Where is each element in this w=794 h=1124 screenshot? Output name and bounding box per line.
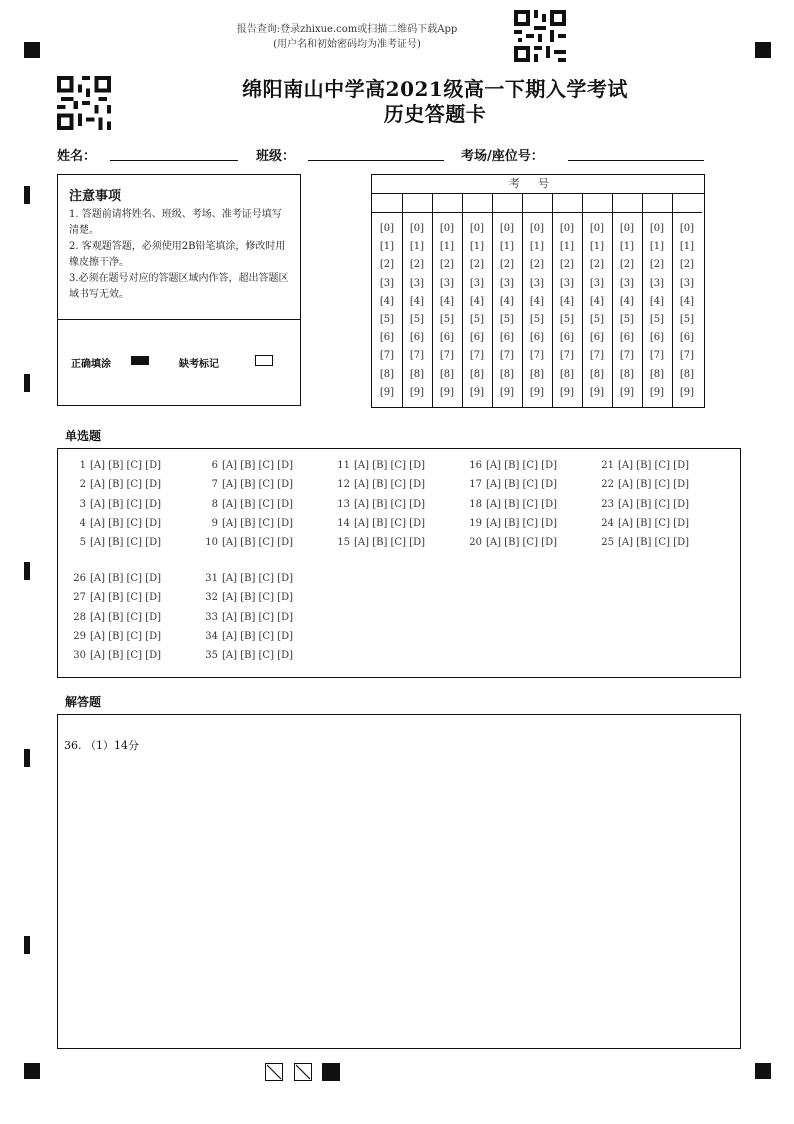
exam-digit-bubble[interactable]: [7]: [499, 350, 515, 362]
exam-digit-bubble[interactable]: [8]: [409, 368, 425, 380]
question-number: 22: [601, 479, 614, 491]
question-number: 15: [337, 537, 350, 549]
exam-digit-bubble[interactable]: [0]: [469, 223, 485, 234]
exam-digit-bubble[interactable]: [9]: [469, 386, 485, 398]
exam-digit-bubble[interactable]: [3]: [379, 277, 395, 289]
answer-bubbles[interactable]: [A] [B] [C] [D]: [222, 537, 293, 549]
exam-digit-bubble[interactable]: [5]: [409, 314, 425, 325]
exam-digit-bubble[interactable]: [3]: [499, 277, 515, 289]
exam-digit-bubble[interactable]: [3]: [439, 277, 455, 289]
notice-item: 1. 答题前请将姓名、班级、考场、准考证号填写清楚。: [69, 209, 282, 236]
exam-digit-bubble[interactable]: [1]: [649, 241, 665, 253]
exam-digit-bubble[interactable]: [5]: [379, 314, 395, 325]
exam-digit-bubble[interactable]: [6]: [469, 332, 485, 344]
page-mark-filled: [322, 1063, 340, 1081]
question-number: 18: [469, 498, 482, 510]
question-number: 17: [469, 479, 482, 491]
exam-digit-bubble[interactable]: [6]: [499, 332, 515, 344]
question-number: 30: [73, 650, 86, 662]
single-choice-area: [57, 448, 741, 678]
question-10: [202, 533, 293, 552]
exam-digit-bubble[interactable]: [2]: [559, 259, 575, 271]
exam-digit-bubble[interactable]: [6]: [379, 332, 395, 344]
answer-bubbles[interactable]: [A] [B] [C] [D]: [90, 592, 161, 604]
exam-digit-bubble[interactable]: [3]: [559, 277, 575, 289]
question-number: 24: [601, 517, 614, 529]
exam-digit-bubble[interactable]: [3]: [679, 277, 695, 289]
exam-number-column: [522, 194, 553, 407]
exam-digit-bubble[interactable]: [4]: [589, 295, 605, 307]
question-number: 31: [205, 573, 218, 584]
timing-mark: [24, 562, 30, 580]
exam-digit-bubble[interactable]: [8]: [589, 368, 605, 380]
answer-bubbles[interactable]: [A] [B] [C] [D]: [354, 460, 425, 471]
corner-mark-bottom-right: [755, 1063, 771, 1079]
exam-digit-bubble[interactable]: [6]: [679, 332, 695, 344]
exam-number-write-box[interactable]: [462, 194, 492, 213]
question-number: 23: [601, 498, 614, 510]
legend-filled-label: 正确填涂: [71, 359, 111, 370]
exam-digit-bubble[interactable]: [5]: [499, 314, 515, 325]
exam-digit-bubble[interactable]: [2]: [439, 259, 455, 271]
single-choice-label: 单选题: [65, 429, 102, 443]
question-34: [202, 627, 293, 646]
exam-digit-bubble[interactable]: [1]: [439, 241, 455, 253]
answer-bubbles[interactable]: [A] [B] [C] [D]: [222, 611, 293, 623]
exam-number-write-box[interactable]: [372, 194, 402, 213]
exam-digit-bubble[interactable]: [2]: [379, 259, 395, 271]
answer-bubbles[interactable]: [A] [B] [C] [D]: [222, 498, 293, 510]
exam-digit-bubble[interactable]: [9]: [409, 386, 425, 398]
short-answer-label: 解答题: [65, 695, 102, 709]
corner-mark-top-left: [24, 42, 40, 58]
exam-number-column: [402, 194, 433, 407]
exam-digit-bubble[interactable]: [9]: [559, 386, 575, 398]
exam-digit-bubble[interactable]: [9]: [649, 386, 665, 398]
exam-number-column: [552, 194, 583, 407]
exam-digit-bubble[interactable]: [8]: [499, 368, 515, 380]
exam-digit-bubble[interactable]: [3]: [649, 277, 665, 289]
question-29: [70, 627, 161, 646]
exam-digit-bubble[interactable]: [0]: [379, 223, 395, 234]
exam-digit-bubble[interactable]: [5]: [439, 314, 455, 325]
question-16: [466, 456, 557, 475]
answer-bubbles[interactable]: [A] [B] [C] [D]: [90, 573, 161, 584]
question-9: [202, 514, 293, 533]
question-28: [70, 608, 161, 627]
answer-bubbles[interactable]: [A] [B] [C] [D]: [222, 460, 293, 471]
question-number: 16: [469, 460, 482, 471]
exam-digit-bubble[interactable]: [9]: [379, 386, 395, 398]
exam-digit-bubble[interactable]: [8]: [439, 368, 455, 380]
exam-digit-bubble[interactable]: [7]: [649, 350, 665, 362]
exam-digit-bubble[interactable]: [1]: [589, 241, 605, 253]
question-number: 1: [79, 460, 86, 471]
question-5: [70, 533, 161, 552]
question-17: [466, 475, 557, 494]
legend-filled-swatch: [131, 356, 149, 365]
exam-digit-bubble[interactable]: [7]: [589, 350, 605, 362]
exam-number-write-box[interactable]: [492, 194, 522, 213]
answer-bubbles[interactable]: [A] [B] [C] [D]: [486, 498, 557, 510]
page-mark-slashed: [294, 1063, 312, 1081]
corner-mark-bottom-left: [24, 1063, 40, 1079]
question-number: 5: [79, 537, 86, 549]
exam-digit-bubble[interactable]: [3]: [469, 277, 485, 289]
exam-digit-bubble[interactable]: [0]: [409, 223, 425, 234]
exam-digit-bubble[interactable]: [1]: [499, 241, 515, 253]
exam-digit-bubble[interactable]: [8]: [529, 368, 545, 380]
exam-digit-bubble[interactable]: [1]: [529, 241, 545, 253]
exam-digit-bubble[interactable]: [4]: [499, 295, 515, 307]
card-title: 历史答题卡: [383, 102, 487, 126]
question-number: 9: [211, 517, 218, 529]
question-24: [598, 514, 689, 533]
question-number: 26: [73, 573, 86, 584]
exam-digit-bubble[interactable]: [7]: [379, 350, 395, 362]
notice-item: 2. 客观题答题，必须使用2B铅笔填涂，修改时用橡皮擦干净。: [69, 241, 286, 268]
exam-number-column: [672, 194, 702, 407]
exam-digit-bubble[interactable]: [1]: [679, 241, 695, 253]
answer-bubbles[interactable]: [A] [B] [C] [D]: [90, 611, 161, 623]
exam-digit-bubble[interactable]: [8]: [379, 368, 395, 380]
exam-digit-bubble[interactable]: [8]: [559, 368, 575, 380]
exam-digit-bubble[interactable]: [2]: [679, 259, 695, 271]
exam-digit-bubble[interactable]: [5]: [679, 314, 695, 325]
exam-digit-bubble[interactable]: [4]: [439, 295, 455, 307]
answer-bubbles[interactable]: [A] [B] [C] [D]: [90, 460, 161, 471]
exam-digit-bubble[interactable]: [2]: [469, 259, 485, 271]
exam-digit-bubble[interactable]: [1]: [469, 241, 485, 253]
exam-digit-bubble[interactable]: [1]: [409, 241, 425, 253]
question-30: [70, 646, 161, 665]
question-number: 19: [469, 517, 482, 529]
question-number: 34: [205, 630, 218, 642]
notice-list: [69, 207, 291, 303]
exam-digit-bubble[interactable]: [6]: [559, 332, 575, 344]
answer-bubbles[interactable]: [A] [B] [C] [D]: [222, 592, 293, 604]
answer-bubbles[interactable]: [A] [B] [C] [D]: [90, 498, 161, 510]
exam-number-column: [372, 194, 403, 407]
exam-digit-bubble[interactable]: [1]: [619, 241, 635, 253]
exam-digit-bubble[interactable]: [3]: [589, 277, 605, 289]
answer-bubbles[interactable]: [A] [B] [C] [D]: [222, 650, 293, 662]
question-number: 3: [79, 498, 86, 510]
exam-digit-bubble[interactable]: [2]: [529, 259, 545, 271]
question-number: 6: [211, 460, 218, 471]
exam-digit-bubble[interactable]: [6]: [409, 332, 425, 344]
question-number: 25: [601, 537, 614, 549]
exam-digit-bubble[interactable]: [6]: [589, 332, 605, 344]
exam-digit-bubble[interactable]: [1]: [379, 241, 395, 253]
exam-digit-bubble[interactable]: [4]: [649, 295, 665, 307]
exam-number-column: [642, 194, 673, 407]
question-22: [598, 475, 689, 494]
exam-digit-bubble[interactable]: [2]: [649, 259, 665, 271]
exam-digit-bubble[interactable]: [0]: [439, 223, 455, 234]
exam-digit-bubble[interactable]: [9]: [679, 386, 695, 398]
notice-box: [57, 174, 301, 406]
exam-digit-bubble[interactable]: [6]: [529, 332, 545, 344]
exam-digit-bubble[interactable]: [7]: [469, 350, 485, 362]
notice-item: 3.必须在题号对应的答题区域内作答，超出答题区域书写无效。: [69, 273, 289, 300]
answer-area-36[interactable]: [57, 714, 741, 1049]
exam-digit-bubble[interactable]: [9]: [499, 386, 515, 398]
exam-number-write-box[interactable]: [642, 194, 672, 213]
question-number: 12: [337, 479, 350, 491]
notice-divider: [58, 319, 300, 320]
page-mark-slashed: [265, 1063, 283, 1081]
exam-digit-bubble[interactable]: [5]: [589, 314, 605, 325]
answer-bubbles[interactable]: [A] [B] [C] [D]: [222, 630, 293, 642]
exam-digit-bubble[interactable]: [9]: [529, 386, 545, 398]
answer-bubbles[interactable]: [A] [B] [C] [D]: [354, 517, 425, 529]
timing-mark: [24, 749, 30, 767]
answer-bubbles[interactable]: [A] [B] [C] [D]: [618, 460, 689, 471]
answer-bubbles[interactable]: [A] [B] [C] [D]: [618, 479, 689, 491]
question-31: [202, 569, 293, 588]
answer-bubbles[interactable]: [A] [B] [C] [D]: [222, 479, 293, 491]
exam-number-write-box[interactable]: [612, 194, 642, 213]
exam-digit-bubble[interactable]: [9]: [439, 386, 455, 398]
exam-digit-bubble[interactable]: [4]: [529, 295, 545, 307]
question-11: [334, 456, 425, 475]
answer-bubbles[interactable]: [A] [B] [C] [D]: [90, 630, 161, 642]
question-36-label: 36. （1）14分: [64, 739, 139, 752]
answer-bubbles[interactable]: [A] [B] [C] [D]: [222, 517, 293, 529]
name-field[interactable]: [110, 160, 238, 161]
answer-bubbles[interactable]: [A] [B] [C] [D]: [90, 537, 161, 549]
question-33: [202, 608, 293, 627]
question-3: [70, 495, 161, 514]
exam-digit-bubble[interactable]: [5]: [529, 314, 545, 325]
question-18: [466, 495, 557, 514]
question-number: 32: [205, 592, 218, 604]
question-19: [466, 514, 557, 533]
answer-bubbles[interactable]: [A] [B] [C] [D]: [486, 517, 557, 529]
exam-digit-bubble[interactable]: [2]: [589, 259, 605, 271]
exam-number-column: [582, 194, 613, 407]
notice-title: 注意事项: [69, 189, 122, 204]
question-26: [70, 569, 161, 588]
answer-bubbles[interactable]: [A] [B] [C] [D]: [486, 460, 557, 471]
exam-digit-bubble[interactable]: [5]: [619, 314, 635, 325]
question-2: [70, 475, 161, 494]
question-number: 2: [79, 479, 86, 491]
seat-field[interactable]: [568, 160, 704, 161]
exam-digit-bubble[interactable]: [8]: [679, 368, 695, 380]
exam-digit-bubble[interactable]: [4]: [379, 295, 395, 307]
answer-bubbles[interactable]: [A] [B] [C] [D]: [354, 498, 425, 510]
exam-number-write-box[interactable]: [522, 194, 552, 213]
exam-number-write-box[interactable]: [432, 194, 462, 213]
question-25: [598, 533, 689, 552]
question-4: [70, 514, 161, 533]
seat-label: 考场/座位号：: [461, 149, 544, 164]
timing-mark: [24, 186, 30, 204]
question-number: 14: [337, 517, 350, 529]
timing-mark: [24, 374, 30, 392]
name-label: 姓名：: [57, 149, 97, 164]
exam-digit-bubble[interactable]: [4]: [469, 295, 485, 307]
question-number: 7: [211, 479, 218, 491]
exam-digit-bubble[interactable]: [4]: [409, 295, 425, 307]
question-number: 27: [73, 592, 86, 604]
question-number: 20: [469, 537, 482, 549]
exam-title: 绵阳南山中学高2021级高一下期入学考试: [242, 77, 628, 101]
exam-digit-bubble[interactable]: [0]: [559, 223, 575, 234]
legend-absent-label: 缺考标记: [179, 359, 219, 370]
question-number: 28: [73, 611, 86, 623]
exam-digit-bubble[interactable]: [6]: [649, 332, 665, 344]
exam-digit-bubble[interactable]: [2]: [409, 259, 425, 271]
exam-digit-bubble[interactable]: [0]: [649, 223, 665, 234]
exam-digit-bubble[interactable]: [7]: [619, 350, 635, 362]
answer-bubbles[interactable]: [A] [B] [C] [D]: [222, 573, 293, 584]
question-number: 21: [601, 460, 614, 471]
question-number: 35: [205, 650, 218, 662]
answer-bubbles[interactable]: [A] [B] [C] [D]: [90, 650, 161, 662]
question-32: [202, 588, 293, 607]
class-field[interactable]: [308, 160, 444, 161]
answer-bubbles[interactable]: [A] [B] [C] [D]: [354, 479, 425, 491]
question-7: [202, 475, 293, 494]
exam-digit-bubble[interactable]: [0]: [589, 223, 605, 234]
exam-digit-bubble[interactable]: [0]: [499, 223, 515, 234]
question-number: 29: [73, 630, 86, 642]
exam-digit-bubble[interactable]: [7]: [529, 350, 545, 362]
question-number: 4: [79, 517, 86, 529]
question-number: 8: [211, 498, 218, 510]
exam-number-write-box[interactable]: [582, 194, 612, 213]
exam-digit-bubble[interactable]: [9]: [619, 386, 635, 398]
question-8: [202, 495, 293, 514]
exam-digit-bubble[interactable]: [0]: [679, 223, 695, 234]
exam-digit-bubble[interactable]: [4]: [619, 295, 635, 307]
answer-bubbles[interactable]: [A] [B] [C] [D]: [618, 537, 689, 549]
question-number: 13: [337, 498, 350, 510]
exam-digit-bubble[interactable]: [4]: [679, 295, 695, 307]
answer-bubbles[interactable]: [A] [B] [C] [D]: [618, 498, 689, 510]
question-number: 33: [205, 611, 218, 623]
exam-digit-bubble[interactable]: [3]: [619, 277, 635, 289]
question-14: [334, 514, 425, 533]
exam-number-column: [462, 194, 493, 407]
qr-code-top: [514, 10, 566, 62]
exam-number-write-box[interactable]: [552, 194, 582, 213]
exam-digit-bubble[interactable]: [8]: [649, 368, 665, 380]
absent-mark-box[interactable]: [255, 355, 273, 366]
exam-digit-bubble[interactable]: [5]: [469, 314, 485, 325]
question-27: [70, 588, 161, 607]
exam-digit-bubble[interactable]: [1]: [559, 241, 575, 253]
question-13: [334, 495, 425, 514]
exam-digit-bubble[interactable]: [3]: [529, 277, 545, 289]
exam-number-write-box[interactable]: [402, 194, 432, 213]
answer-bubbles[interactable]: [A] [B] [C] [D]: [618, 517, 689, 529]
class-label: 班级：: [256, 149, 296, 164]
exam-number-column: [432, 194, 463, 407]
exam-digit-bubble[interactable]: [5]: [649, 314, 665, 325]
question-20: [466, 533, 557, 552]
timing-mark: [24, 936, 30, 954]
answer-bubbles[interactable]: [A] [B] [C] [D]: [90, 479, 161, 491]
exam-digit-bubble[interactable]: [4]: [559, 295, 575, 307]
exam-digit-bubble[interactable]: [3]: [409, 277, 425, 289]
exam-digit-bubble[interactable]: [7]: [409, 350, 425, 362]
answer-bubbles[interactable]: [A] [B] [C] [D]: [486, 479, 557, 491]
qr-code-left: [57, 76, 111, 130]
exam-digit-bubble[interactable]: [2]: [619, 259, 635, 271]
exam-number-grid: [371, 174, 705, 408]
exam-digit-bubble[interactable]: [0]: [529, 223, 545, 234]
question-15: [334, 533, 425, 552]
question-35: [202, 646, 293, 665]
question-23: [598, 495, 689, 514]
exam-digit-bubble[interactable]: [9]: [589, 386, 605, 398]
exam-digit-bubble[interactable]: [7]: [559, 350, 575, 362]
answer-bubbles[interactable]: [A] [B] [C] [D]: [90, 517, 161, 529]
exam-digit-bubble[interactable]: [8]: [619, 368, 635, 380]
question-number: 11: [337, 460, 350, 471]
exam-digit-bubble[interactable]: [2]: [499, 259, 515, 271]
exam-number-write-box[interactable]: [672, 194, 702, 213]
exam-number-column: [612, 194, 643, 407]
answer-bubbles[interactable]: [A] [B] [C] [D]: [486, 537, 557, 549]
exam-number-header: 考号: [372, 175, 704, 194]
exam-number-column: [492, 194, 523, 407]
question-21: [598, 456, 689, 475]
exam-digit-bubble[interactable]: [0]: [619, 223, 635, 234]
exam-digit-bubble[interactable]: [7]: [679, 350, 695, 362]
exam-digit-bubble[interactable]: [7]: [439, 350, 455, 362]
report-hint: 报告查询:登录zhixue.com或扫描二维码下载App: [236, 24, 458, 35]
question-6: [202, 456, 293, 475]
question-number: 10: [205, 537, 218, 549]
question-12: [334, 475, 425, 494]
exam-digit-bubble[interactable]: [5]: [559, 314, 575, 325]
login-hint: (用户名和初始密码均为准考证号): [273, 39, 421, 50]
answer-bubbles[interactable]: [A] [B] [C] [D]: [354, 537, 425, 549]
question-1: [70, 456, 161, 475]
exam-digit-bubble[interactable]: [6]: [619, 332, 635, 344]
corner-mark-top-right: [755, 42, 771, 58]
exam-digit-bubble[interactable]: [6]: [439, 332, 455, 344]
exam-digit-bubble[interactable]: [8]: [469, 368, 485, 380]
